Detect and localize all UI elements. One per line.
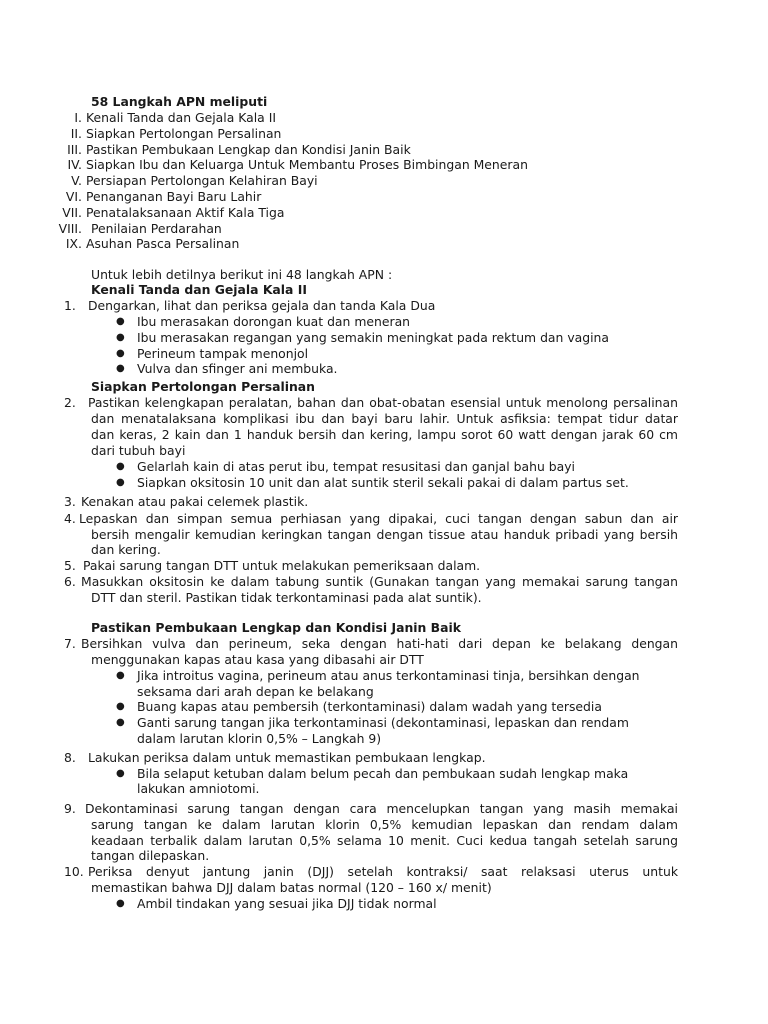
outline-item: Kenali Tanda dan Gejala Kala II xyxy=(86,110,277,125)
step-text: keadaan terbalik dalam larutan 0,5% selama 10 menit. Cuci kedua tangah setelah sarung xyxy=(91,833,678,848)
bullet-text: lakukan amniotomi. xyxy=(137,781,260,796)
step-text: bersih mengalir kemudian keringkan tangan dengan tissue atau handuk pribadi yang bersih xyxy=(91,527,678,542)
step-text: Lepaskan dan simpan semua perhiasan yang dipakai, cuci tangan dengan sabun dan air xyxy=(79,511,678,526)
outline-item: Penilaian Perdarahan xyxy=(91,221,222,236)
bullet-text: Gelarlah kain di atas perut ibu, tempat resusitasi dan ganjal bahu bayi xyxy=(137,459,575,474)
bullet-text: Siapkan oksitosin 10 unit dan alat suntik steril sekali pakai di dalam partus set. xyxy=(137,475,629,490)
step-text: Pakai sarung tangan DTT untuk melakukan pemeriksaan dalam. xyxy=(83,558,481,573)
bullet-icon: ● xyxy=(116,768,125,779)
step-number: 4. xyxy=(64,511,76,526)
section-heading: Siapkan Pertolongan Persalinan xyxy=(91,379,315,394)
bullet-text: seksama dari arah depan ke belakang xyxy=(137,684,374,699)
step-text: Dekontaminasi sarung tangan dengan cara mencelupkan tangan yang masih memakai xyxy=(85,801,678,816)
step-text: Periksa denyut jantung janin (DJJ) setelah kontraksi/ saat relaksasi uterus untuk xyxy=(88,864,678,879)
outline-item: Asuhan Pasca Persalinan xyxy=(86,236,240,251)
step-text: Masukkan oksitosin ke dalam tabung suntik (Gunakan tangan yang memakai sarung tangan xyxy=(81,574,678,589)
step-number: 3. xyxy=(64,494,76,509)
step-number: 2. xyxy=(64,395,76,410)
bullet-icon: ● xyxy=(116,477,125,488)
bullet-text: Jika introitus vagina, perineum atau anus terkontaminasi tinja, bersihkan dengan xyxy=(137,668,640,683)
bullet-text: Ibu merasakan dorongan kuat dan meneran xyxy=(137,314,411,329)
step-number: 6. xyxy=(64,574,76,589)
step-number: 8. xyxy=(64,750,76,765)
bullet-icon: ● xyxy=(116,898,125,909)
step-text: sarung tangan ke dalam larutan klorin 0,5% kemudian lepaskan dan rendam dalam xyxy=(91,817,678,832)
section-heading: Pastikan Pembukaan Lengkap dan Kondisi Janin Baik xyxy=(91,620,461,635)
bullet-icon: ● xyxy=(116,363,125,374)
bullet-icon: ● xyxy=(116,670,125,681)
outline-num: VIII. xyxy=(58,221,82,236)
outline-num: VI. xyxy=(65,189,82,204)
step-text: Kenakan atau pakai celemek plastik. xyxy=(81,494,309,509)
bullet-icon: ● xyxy=(116,701,125,712)
outline-num: VII. xyxy=(62,205,82,220)
bullet-text: Buang kapas atau pembersih (terkontaminasi) dalam wadah yang tersedia xyxy=(137,699,602,714)
step-text: menggunakan kapas atau kasa yang dibasahi air DTT xyxy=(91,652,424,667)
bullet-icon: ● xyxy=(116,461,125,472)
bullet-text: Perineum tampak menonjol xyxy=(137,346,309,361)
outline-item: Siapkan Pertolongan Persalinan xyxy=(86,126,282,141)
step-text: Lakukan periksa dalam untuk memastikan pembukaan lengkap. xyxy=(88,750,486,765)
bullet-text: Bila selaput ketuban dalam belum pecah dan pembukaan sudah lengkap maka xyxy=(137,766,629,781)
outline-num: V. xyxy=(71,173,82,188)
step-text: DTT dan steril. Pastikan tidak terkontaminasi pada alat suntik). xyxy=(91,590,482,605)
outline-num: II. xyxy=(70,126,82,141)
step-number: 7. xyxy=(64,636,76,651)
outline-num: IV. xyxy=(67,157,82,172)
outline-item: Penanganan Bayi Baru Lahir xyxy=(86,189,262,204)
bullet-icon: ● xyxy=(116,348,125,359)
bullet-text: dalam larutan klorin 0,5% – Langkah 9) xyxy=(137,731,382,746)
outline-num: IX. xyxy=(65,236,82,251)
bullet-text: Vulva dan sfinger ani membuka. xyxy=(137,361,338,376)
outline-item: Persiapan Pertolongan Kelahiran Bayi xyxy=(86,173,318,188)
step-text: dari tubuh bayi xyxy=(91,443,186,458)
step-text: dan menatalaksana komplikasi ibu dan bayi baru lahir. Untuk asfiksia: tempat tidur datar xyxy=(91,411,678,426)
bullet-text: Ambil tindakan yang sesuai jika DJJ tidak normal xyxy=(137,896,437,911)
step-number: 10. xyxy=(64,864,84,879)
bullet-icon: ● xyxy=(116,332,125,343)
step-number: 5. xyxy=(64,558,76,573)
step-number: 9. xyxy=(64,801,76,816)
step-number: 1. xyxy=(64,298,76,313)
bullet-icon: ● xyxy=(116,316,125,327)
step-text: dan kering. xyxy=(91,542,161,557)
outline-item: Penatalaksanaan Aktif Kala Tiga xyxy=(86,205,285,220)
section-heading: Kenali Tanda dan Gejala Kala II xyxy=(91,282,307,297)
bullet-text: Ibu merasakan regangan yang semakin meningkat pada rektum dan vagina xyxy=(137,330,609,345)
step-text: Pastikan kelengkapan peralatan, bahan dan obat-obatan esensial untuk menolong persalinan xyxy=(88,395,678,410)
outline-item: Pastikan Pembukaan Lengkap dan Kondisi Janin Baik xyxy=(86,142,411,157)
step-text: Bersihkan vulva dan perineum, seka dengan hati-hati dari depan ke belakang dengan xyxy=(81,636,678,651)
outline-num: I. xyxy=(74,110,82,125)
document-title: 58 Langkah APN meliputi xyxy=(91,94,268,109)
step-text: dan keras, 2 kain dan 1 handuk bersih dan kering, lampu sorot 60 watt dengan jarak 60 cm xyxy=(91,427,678,442)
step-text: memastikan bahwa DJJ dalam batas normal (120 – 160 x/ menit) xyxy=(91,880,492,895)
step-text: Dengarkan, lihat dan periksa gejala dan tanda Kala Dua xyxy=(88,298,436,313)
bullet-icon: ● xyxy=(116,717,125,728)
outline-item: Siapkan Ibu dan Keluarga Untuk Membantu Proses Bimbingan Meneran xyxy=(86,157,528,172)
bullet-text: Ganti sarung tangan jika terkontaminasi (dekontaminasi, lepaskan dan rendam xyxy=(137,715,629,730)
outline-num: III. xyxy=(67,142,82,157)
intro-text: Untuk lebih detilnya berikut ini 48 langkah APN : xyxy=(91,267,393,282)
step-text: tangan dilepaskan. xyxy=(91,848,210,863)
